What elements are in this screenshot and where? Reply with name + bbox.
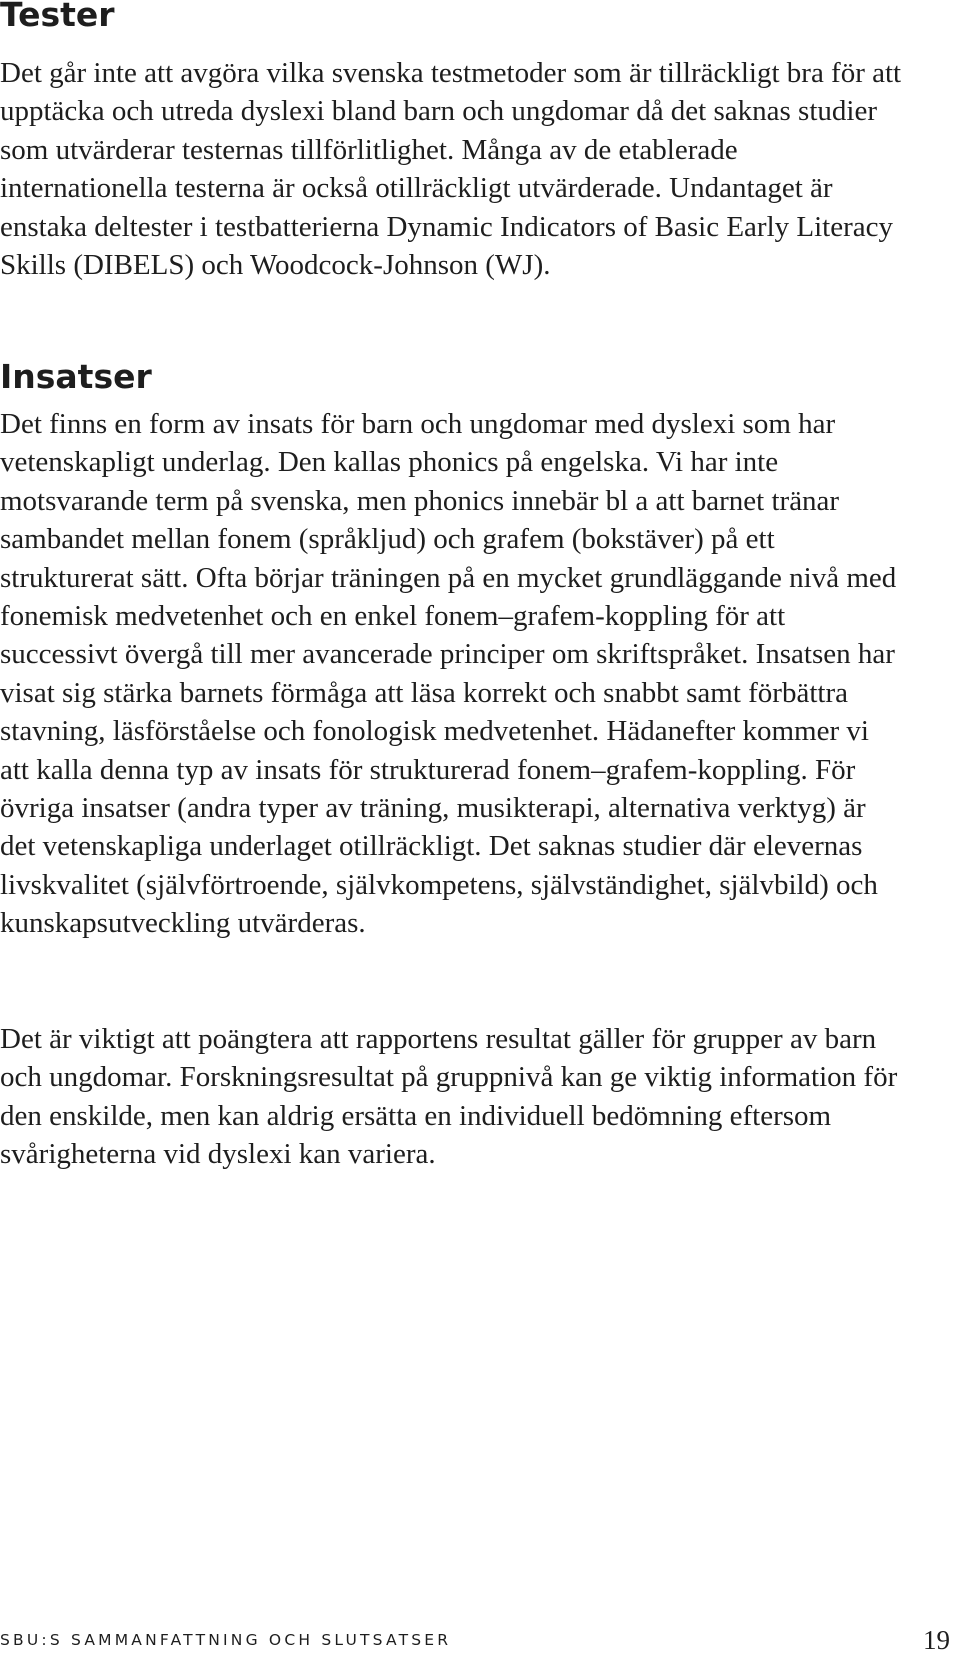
paragraph-insatser-2: Det är viktigt att poängtera att rapportens resultat gäller för grupper av barn och ungdomar. Forskningsresultat på gruppnivå kan ge viktig information för den enskilde, men kan aldrig ersätta en individuell bedömning eftersom svårigheterna vid dyslexi kan variera. (0, 1023, 898, 1171)
page-number: 19 (923, 1625, 950, 1655)
running-footer-title: SBU:S SAMMANFATTNING OCH SLUTSATSER (0, 1631, 452, 1649)
paragraph-insatser-1: Det finns en form av insats för barn och ungdomar med dyslexi som har vetenskapligt underlag. Den kallas phonics på engelska. Vi har inte motsvarande term på svenska, men phonics innebär bl a att barnet tränar sambandet mellan fonem (språkljud) och grafem (bokstäver) på ett strukturerat sätt. Ofta börjar träningen på en mycket grundläggande nivå med fonemisk medvetenhet och en enkel fonem–grafem-koppling för att successivt övergå till mer avancerade principer om skriftspråket. Insatsen har visat sig stärka barnets förmåga att läsa korrekt och snabbt samt förbättra stavning, läsförståelse och fonologisk medvetenhet. Hädanefter kommer vi att kalla denna typ av insats för strukturerad fonem–grafem-koppling. För övriga insatser (andra typer av träning, musikterapi, alternativa verktyg) är det vetenskapliga underlaget otillräckligt. Det saknas studier där elevernas livskvalitet (självförtroende, självkompetens, självständighet, självbild) och kunskapsutveckling utvärderas. (0, 408, 897, 940)
section-heading-tester: Tester (0, 0, 115, 34)
section-heading-insatser: Insatser (0, 357, 152, 396)
paragraph-tester: Det går inte att avgöra vilka svenska testmetoder som är tillräckligt bra för att upptäcka och utreda dyslexi bland barn och ungdomar då det saknas studier som utvärderar testernas tillförlitlighet. Många av de etablerade internationella testerna är också otillräckligt utvärderade. Undantaget är enstaka deltester i testbatterierna Dynamic Indicators of Basic Early Literacy Skills (DIBELS) och Woodcock-Johnson (WJ). (0, 57, 902, 282)
